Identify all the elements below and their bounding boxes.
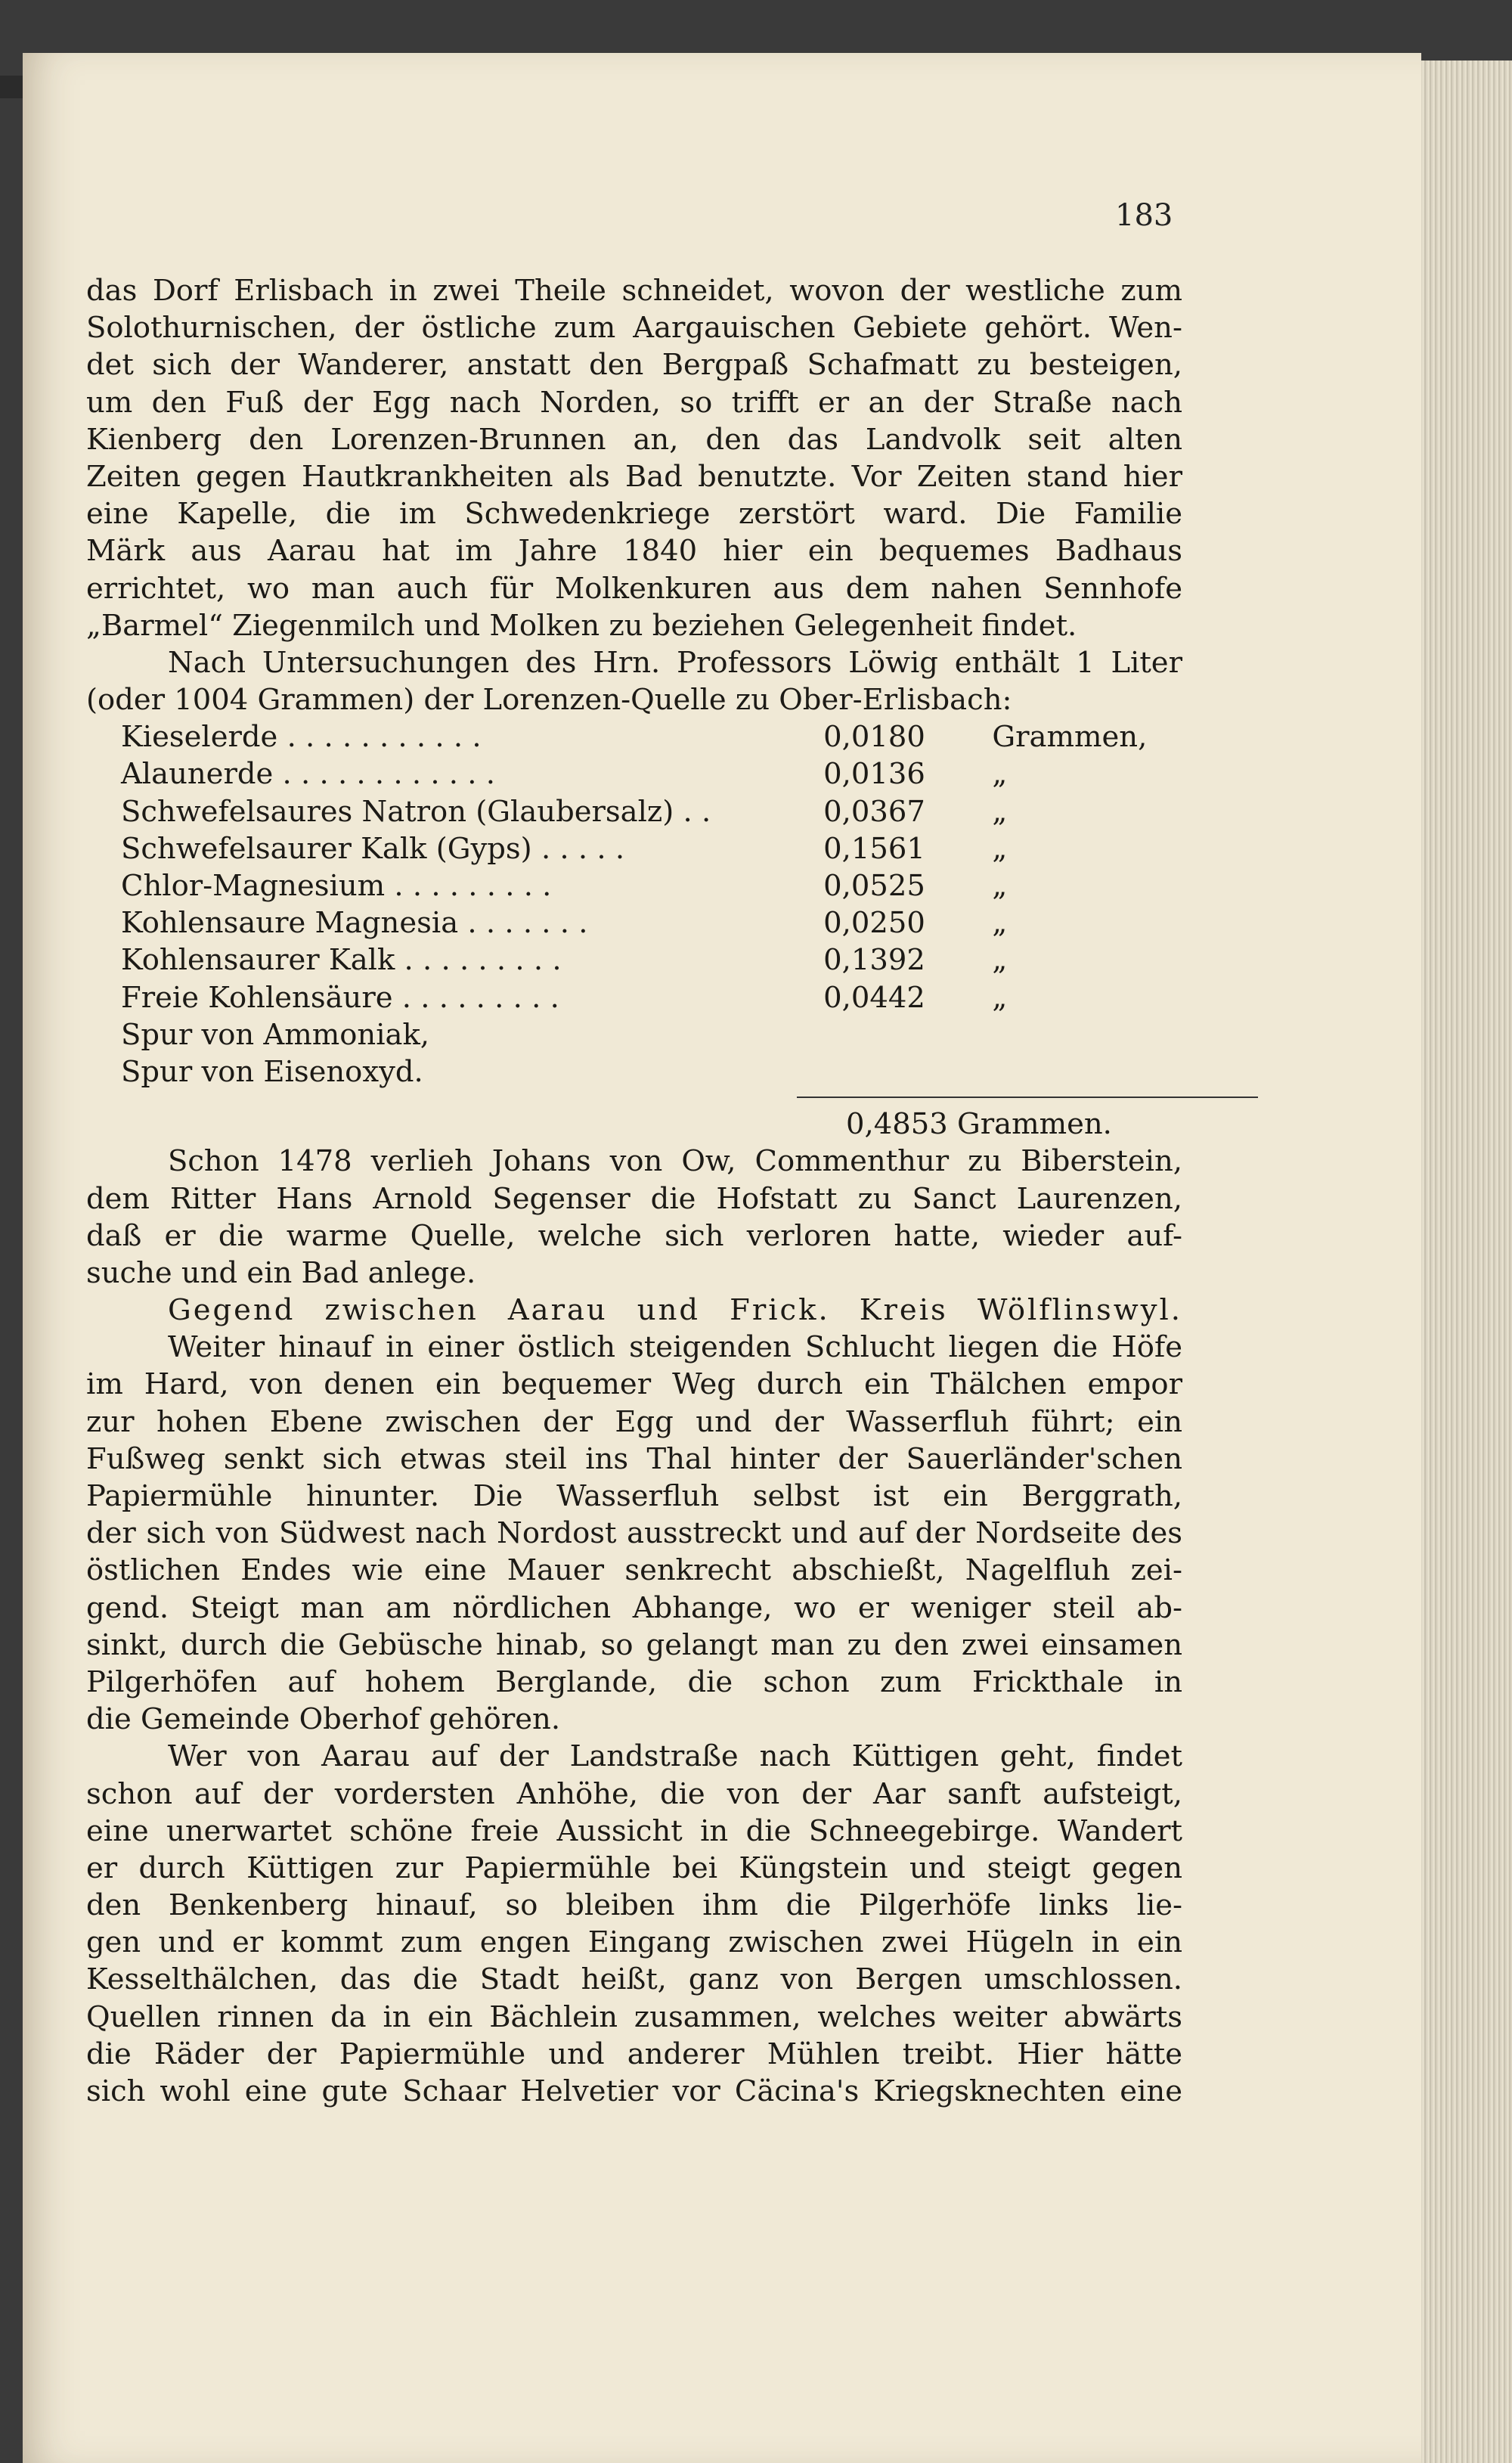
text-line: den Benkenberg hinauf, so bleiben ihm die Pilgerhöfe links lie-: [86, 1888, 1182, 1923]
mineral-analysis-table: [86, 718, 1182, 1143]
page-text: [86, 272, 1182, 2110]
substance-unit: Grammen,: [992, 720, 1148, 755]
text-line: östlichen Endes wie eine Mauer senkrecht abschießt, Nagelfluh zei-: [86, 1553, 1182, 1588]
text-line: im Hard, von denen ein bequemer Weg durch ein Thälchen empor: [86, 1367, 1182, 1402]
substance-value: 0,0442: [823, 980, 925, 1015]
substance-unit: „: [992, 831, 1008, 866]
total-amount: 0,4853 Grammen.: [846, 1107, 1112, 1142]
text-line: „Barmel“ Ziegenmilch und Molken zu beziehen Gelegenheit findet.: [86, 608, 1077, 643]
substance-name: Chlor-Magnesium . . . . . . . . .: [121, 869, 552, 903]
text-line: dem Ritter Hans Arnold Segenser die Hofstatt zu Sanct Laurenzen,: [86, 1181, 1182, 1216]
table-row: [86, 755, 1182, 793]
substance-unit: „: [992, 794, 1008, 829]
paragraph-5: [86, 1738, 1182, 2110]
text-line: gen und er kommt zum engen Eingang zwischen zwei Hügeln in ein: [86, 1925, 1182, 1960]
sum-rule: [797, 1097, 1258, 1106]
substance-name: Kieselerde . . . . . . . . . . .: [121, 720, 482, 755]
table-row: [86, 941, 1182, 979]
text-line: suche und ein Bad anlege.: [86, 1255, 476, 1290]
substance-value: 0,1392: [823, 943, 925, 978]
text-line: Solothurnischen, der östliche zum Aargauischen Gebiete gehört. Wen-: [86, 311, 1182, 346]
page-number: 183: [1115, 198, 1173, 233]
table-row: [86, 830, 1182, 867]
page-edges: [1421, 60, 1512, 2463]
text-line: eine Kapelle, die im Schwedenkriege zerstört ward. Die Familie: [86, 497, 1182, 532]
text-line: Nach Untersuchungen des Hrn. Professors Löwig enthält 1 Liter: [168, 645, 1182, 680]
text-line: gend. Steigt man am nördlichen Abhange, wo er weniger steil ab-: [86, 1590, 1182, 1625]
text-line: um den Fuß der Egg nach Norden, so trifft er an der Straße nach: [86, 385, 1182, 420]
substance-name: Schwefelsaurer Kalk (Gyps) . . . . .: [121, 831, 625, 866]
substance-name: Spur von Eisenoxyd.: [121, 1054, 423, 1089]
section-heading: Gegend zwischen Aarau und Frick. Kreis Wölflinswyl.: [168, 1293, 1182, 1328]
substance-value: 0,1561: [823, 831, 925, 866]
substance-value: 0,0525: [823, 869, 925, 903]
paragraph-4: [86, 1329, 1182, 1738]
text-line: Schon 1478 verlieh Johans von Ow, Commenthur zu Biberstein,: [168, 1144, 1182, 1179]
table-row: [86, 1053, 1182, 1090]
table-row: [86, 1016, 1182, 1053]
text-line: daß er die warme Quelle, welche sich verloren hatte, wieder auf-: [86, 1218, 1182, 1253]
substance-name: Kohlensaurer Kalk . . . . . . . . .: [121, 943, 562, 978]
text-line: Papiermühle hinunter. Die Wasserfluh selbst ist ein Berggrath,: [86, 1479, 1182, 1513]
substance-unit: „: [992, 906, 1008, 941]
substance-name: Schwefelsaures Natron (Glaubersalz) . .: [121, 794, 711, 829]
substance-unit: „: [992, 980, 1008, 1015]
substance-value: 0,0367: [823, 794, 925, 829]
text-line: eine unerwartet schöne freie Aussicht in die Schneegebirge. Wandert: [86, 1813, 1182, 1848]
text-line: Märk aus Aarau hat im Jahre 1840 hier ein bequemes Badhaus: [86, 534, 1182, 569]
text-line: schon auf der vordersten Anhöhe, die von der Aar sanft aufsteigt,: [86, 1776, 1182, 1811]
text-line: Quellen rinnen da in ein Bächlein zusammen, welches weiter abwärts: [86, 1999, 1182, 2034]
text-line: die Räder der Papiermühle und anderer Mühlen treibt. Hier hätte: [86, 2036, 1182, 2071]
substance-name: Alaunerde . . . . . . . . . . . .: [121, 757, 495, 792]
table-row: [86, 904, 1182, 941]
table-row: [86, 867, 1182, 904]
text-line: Fußweg senkt sich etwas steil ins Thal hinter der Sauerländer'schen: [86, 1441, 1182, 1476]
substance-unit: „: [992, 943, 1008, 978]
text-line: der sich von Südwest nach Nordost ausstreckt und auf der Nordseite des: [86, 1516, 1182, 1551]
substance-name: Spur von Ammoniak,: [121, 1017, 430, 1052]
text-line: er durch Küttigen zur Papiermühle bei Küngstein und steigt gegen: [86, 1850, 1182, 1885]
text-line: sinkt, durch die Gebüsche hinab, so gelangt man zu den zwei einsamen: [86, 1627, 1182, 1662]
text-line: Wer von Aarau auf der Landstraße nach Küttigen geht, findet: [168, 1739, 1182, 1774]
substance-unit: „: [992, 869, 1008, 903]
paragraph-1: [86, 272, 1182, 644]
table-row: [86, 979, 1182, 1016]
paragraph-3: [86, 1143, 1182, 1292]
text-line: Kesselthälchen, das die Stadt heißt, ganz von Bergen umschlossen.: [86, 1962, 1182, 1997]
text-line: zur hohen Ebene zwischen der Egg und der Wasserfluh führt; ein: [86, 1404, 1182, 1439]
paragraph-2: [86, 644, 1182, 718]
substance-value: 0,0136: [823, 757, 925, 792]
text-line: die Gemeinde Oberhof gehören.: [86, 1702, 561, 1737]
text-line: det sich der Wanderer, anstatt den Bergpaß Schafmatt zu besteigen,: [86, 348, 1182, 383]
text-line: errichtet, wo man auch für Molkenkuren aus dem nahen Sennhofe: [86, 571, 1182, 606]
substance-value: 0,0180: [823, 720, 925, 755]
table-row: [86, 718, 1182, 755]
text-line: Zeiten gegen Hautkrankheiten als Bad benutzte. Vor Zeiten stand hier: [86, 459, 1182, 494]
text-line: Pilgerhöfen auf hohem Berglande, die schon zum Frickthale in: [86, 1664, 1182, 1699]
substance-unit: „: [992, 757, 1008, 792]
text-line: das Dorf Erlisbach in zwei Theile schneidet, wovon der westliche zum: [86, 274, 1182, 308]
table-row: [86, 793, 1182, 830]
text-line: Weiter hinauf in einer östlich steigenden Schlucht liegen die Höfe: [168, 1330, 1182, 1365]
text-line: (oder 1004 Grammen) der Lorenzen-Quelle zu Ober-Erlisbach:: [86, 683, 1012, 718]
substance-name: Freie Kohlensäure . . . . . . . . .: [121, 980, 559, 1015]
substance-name: Kohlensaure Magnesia . . . . . . .: [121, 906, 588, 941]
text-line: Kienberg den Lorenzen-Brunnen an, den das Landvolk seit alten: [86, 422, 1182, 457]
substance-value: 0,0250: [823, 906, 925, 941]
text-line: sich wohl eine gute Schaar Helvetier vor Cäcina's Kriegsknechten eine: [86, 2074, 1182, 2108]
